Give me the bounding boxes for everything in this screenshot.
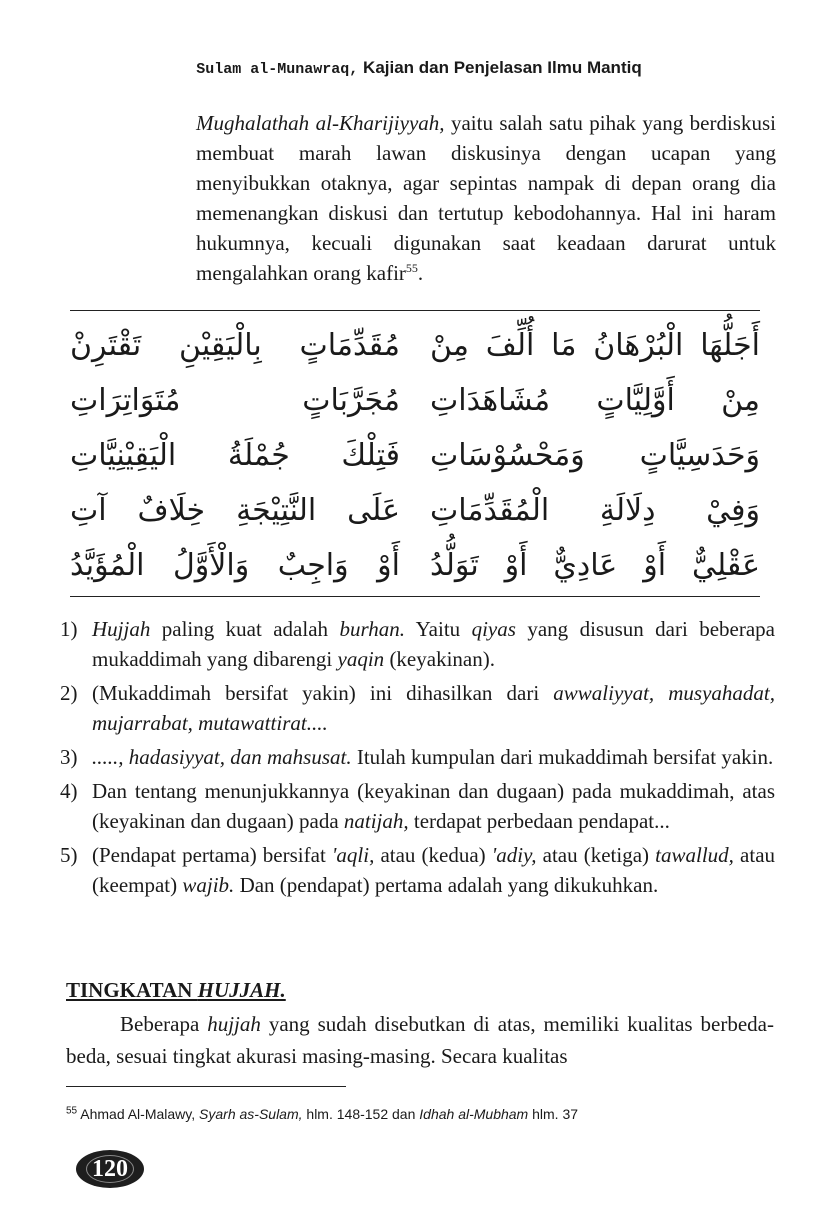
list-item [60,742,775,772]
verse-second-half: مُجَرَّبَاتٍ مُتَوَاتِرَاتِ [70,383,400,418]
list-item-number: 2) [60,681,78,705]
body-paragraph [66,1008,774,1072]
intro-end: . [417,261,424,285]
header-title-rest: Kajian dan Penjelasan Ilmu Mantiq [358,58,642,77]
list-item-number: 4) [60,779,78,803]
list-item-number: 3) [60,745,78,769]
section-title [66,978,286,1003]
intro-term: Mughalathah al-Kharijiyyah, [196,111,445,135]
list-item-text: Dan (pendapat) pertama adalah yang dikukuhkan. [234,873,659,897]
verse-second-half: أَوْ وَاجِبٌ وَالْأَوَّلُ الْمُؤَيَّدُ [70,548,400,583]
list-item-text: Dan tentang menunjukkannya (keyakinan dan dugaan) pada mukaddimah, atas (keyakinan dan dugaan) pada [92,779,775,833]
page-number-badge [76,1150,144,1188]
verse-first-half: وَحَدَسِيَّاتٍ وَمَحْسُوْسَاتِ [430,438,760,473]
list-item-term: 'adiy, [491,843,537,867]
poem-verse [70,538,760,593]
list-item-text: atau (kedua) [374,843,492,867]
footnote-text-b: Syarh as-Sulam, [199,1106,303,1122]
list-item-term: yaqin [337,647,385,671]
verse-first-half: مِنْ أَوَّلِيَّاتٍ مُشَاهَدَاتِ [430,383,760,418]
footnote-text-a: Ahmad Al-Malawy, [77,1106,200,1122]
list-item [60,678,775,738]
section-title-italic: HUJJAH. [197,978,286,1002]
list-item-text: terdapat perbedaan pendapat... [408,809,670,833]
list-item-text: Yaitu [404,617,472,641]
list-item-term: wajib. [182,873,235,897]
list-item-text: atau (ketiga) [536,843,656,867]
list-item-term: awwaliyyat, musyahadat, mujarrabat, mutawattirat.... [92,681,776,735]
list-item-text: yang disusun dari beberapa mukaddimah yang dibarengi [92,617,775,671]
header-title-mono: Sulam al-Munawraq, [196,61,359,78]
list-item [60,614,775,674]
list-item-text: (Pendapat pertama) bersifat [92,843,332,867]
list-item-term: 'aqli, [331,843,375,867]
list-item-number: 1) [60,617,78,641]
list-item [60,840,775,900]
running-header [0,58,838,78]
footnote [66,1106,774,1122]
arabic-poem [70,318,760,593]
verse-first-half: وَفِيْ دِلَالَةِ الْمُقَدِّمَاتِ [430,493,760,528]
footnote-rule [66,1086,346,1087]
list-item-text: (keyakinan). [384,647,495,671]
poem-verse [70,428,760,483]
list-item-text: paling kuat adalah [150,617,340,641]
list-item-term: ....., hadasiyyat, dan mahsusat. [92,745,352,769]
footnote-number: 55 [66,1105,78,1117]
list-item-term: tawallud, [655,843,734,867]
verse-second-half: مُقَدِّمَاتٍ بِالْيَقِيْنِ تَقْتَرِنْ [70,328,400,363]
footnote-text-c: hlm. 148-152 dan [302,1106,420,1122]
verse-second-half: فَتِلْكَ جُمْلَةُ الْيَقِيْنِيَّاتِ [70,438,400,473]
verse-first-half: أَجَلُّهَا الْبُرْهَانُ مَا أُلِّفَ مِنْ [430,328,760,363]
list-item-number: 5) [60,843,78,867]
poem-top-rule [70,310,760,311]
verse-second-half: عَلَى النَّتِيْجَةِ خِلَافٌ آتِ [70,493,400,528]
footnote-ref[interactable]: 55 [405,261,418,275]
body-text-1: Beberapa [120,1012,208,1036]
list-item-text: (Mukaddimah bersifat yakin) ini dihasilkan dari [92,681,554,705]
verse-first-half: عَقْلِيٌّ أَوْ عَادِيٌّ أَوْ تَوَلُّدُ [430,548,760,583]
poem-verse [70,318,760,373]
page-number: 120 [92,1156,128,1182]
section-title-plain: TINGKATAN [66,978,198,1002]
explanation-list [60,614,775,904]
footnote-text-d: Idhah al-Mubham [419,1106,529,1122]
list-item-term: qiyas [471,617,516,641]
poem-verse [70,373,760,428]
body-text-2: yang sudah disebutkan di atas, memiliki kualitas berbeda-beda, sesuai tingkat akurasi masing-masing. Secara kualitas [66,1012,774,1068]
list-item-term: Hujjah [92,617,151,641]
list-item-term: natijah, [343,809,409,833]
intro-text: yaitu salah satu pihak yang berdiskusi membuat marah lawan diskusinya dengan ucapan yang menyibukkan otaknya, agar sepintas nampak di depan orang dia memenangkan diskusi dan tertutup kebodohannya. Hal ini haram hukumnya, kecuali digunakan saat keadaan darurat untuk mengalahkan orang kafir [196,111,776,285]
list-item-term: burhan. [339,617,405,641]
list-item-text: Itulah kumpulan dari mukaddimah bersifat yakin. [351,745,774,769]
poem-verse [70,483,760,538]
body-term: hujjah [207,1012,261,1036]
footnote-text-e: hlm. 37 [528,1106,579,1122]
intro-paragraph [196,108,776,288]
poem-bottom-rule [70,596,760,597]
list-item [60,776,775,836]
list-item-text: atau (keempat) [92,843,776,897]
